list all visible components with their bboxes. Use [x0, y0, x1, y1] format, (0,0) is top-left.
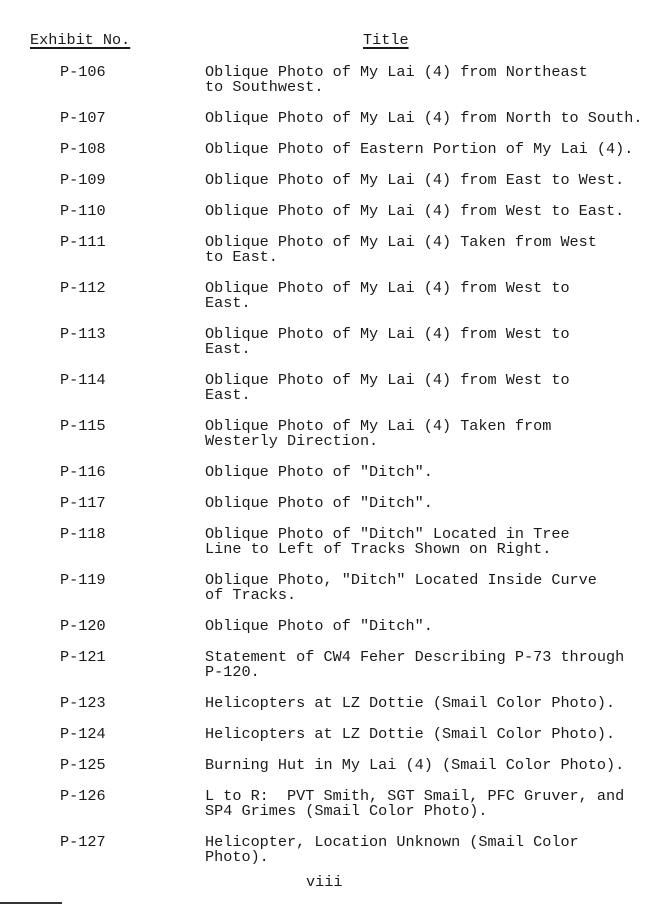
exhibit-number: P-117: [60, 494, 106, 512]
exhibit-title-line: Oblique Photo of My Lai (4) Taken from: [205, 417, 552, 435]
exhibit-title-line: Oblique Photo of My Lai (4) from West to: [205, 371, 570, 389]
exhibit-title-line: Oblique Photo of "Ditch".: [205, 617, 433, 635]
exhibit-title-line: Oblique Photo of My Lai (4) from North to South.: [205, 109, 643, 127]
exhibit-title-line: Helicopters at LZ Dottie (Smail Color Photo).: [205, 694, 616, 712]
exhibit-number: P-121: [60, 648, 106, 666]
exhibit-title-line: to Southwest.: [205, 77, 324, 96]
page-number: viii: [306, 873, 343, 891]
exhibit-number: P-119: [60, 571, 106, 589]
exhibit-title-line: Line to Left of Tracks Shown on Right.: [205, 539, 552, 558]
exhibit-number: P-114: [60, 371, 106, 389]
exhibit-number: P-116: [60, 463, 106, 481]
exhibit-title-line: L to R: PVT Smith, SGT Smail, PFC Gruver, and: [205, 787, 625, 805]
exhibit-title-line: P-120.: [205, 662, 260, 681]
exhibit-number: P-120: [60, 617, 106, 635]
exhibit-number: P-127: [60, 833, 106, 851]
exhibit-title-line: to East.: [205, 247, 278, 266]
exhibit-number: P-110: [60, 202, 106, 220]
exhibit-number: P-125: [60, 756, 106, 774]
exhibit-number: P-113: [60, 325, 106, 343]
exhibit-title-line: Oblique Photo of "Ditch".: [205, 463, 433, 481]
exhibit-title-line: Oblique Photo of My Lai (4) Taken from West: [205, 233, 597, 251]
exhibit-title-line: Oblique Photo of My Lai (4) from East to West.: [205, 171, 625, 189]
exhibit-title-line: Helicopters at LZ Dottie (Smail Color Photo).: [205, 725, 616, 743]
exhibit-number: P-123: [60, 694, 106, 712]
exhibit-title-line: SP4 Grimes (Smail Color Photo).: [205, 801, 488, 820]
exhibit-title-line: Statement of CW4 Feher Describing P-73 through: [205, 648, 625, 666]
exhibit-title-line: Westerly Direction.: [205, 431, 379, 450]
exhibit-title-line: Oblique Photo of My Lai (4) from West to East.: [205, 202, 625, 220]
exhibit-title-line: of Tracks.: [205, 585, 297, 604]
exhibit-number: P-109: [60, 171, 106, 189]
exhibit-number: P-111: [60, 233, 106, 251]
exhibit-title-line: Oblique Photo of "Ditch".: [205, 494, 433, 512]
title-column-header: Title: [363, 31, 409, 49]
exhibit-column-header: Exhibit No.: [30, 31, 131, 49]
exhibit-title-line: East.: [205, 385, 251, 404]
exhibit-number: P-115: [60, 417, 106, 435]
exhibit-title-line: Oblique Photo of My Lai (4) from West to: [205, 325, 570, 343]
exhibit-title-line: Photo).: [205, 847, 269, 866]
exhibit-number: P-118: [60, 525, 106, 543]
exhibit-title-line: Oblique Photo of "Ditch" Located in Tree: [205, 525, 570, 543]
exhibit-number: P-124: [60, 725, 106, 743]
exhibit-title-line: Burning Hut in My Lai (4) (Smail Color Photo).: [205, 756, 625, 774]
exhibit-title-line: East.: [205, 293, 251, 312]
exhibit-title-line: Oblique Photo of Eastern Portion of My Lai (4).: [205, 140, 634, 158]
exhibit-number: P-112: [60, 279, 106, 297]
exhibit-title-line: Oblique Photo, "Ditch" Located Inside Curve: [205, 571, 597, 589]
footer-rule: [0, 902, 62, 904]
exhibit-number: P-107: [60, 109, 106, 127]
exhibit-number: P-108: [60, 140, 106, 158]
exhibit-title-line: East.: [205, 339, 251, 358]
exhibit-number: P-126: [60, 787, 106, 805]
exhibit-number: P-106: [60, 63, 106, 81]
exhibit-title-line: Oblique Photo of My Lai (4) from Northeast: [205, 63, 588, 81]
exhibit-title-line: Helicopter, Location Unknown (Smail Color: [205, 833, 579, 851]
exhibit-title-line: Oblique Photo of My Lai (4) from West to: [205, 279, 570, 297]
